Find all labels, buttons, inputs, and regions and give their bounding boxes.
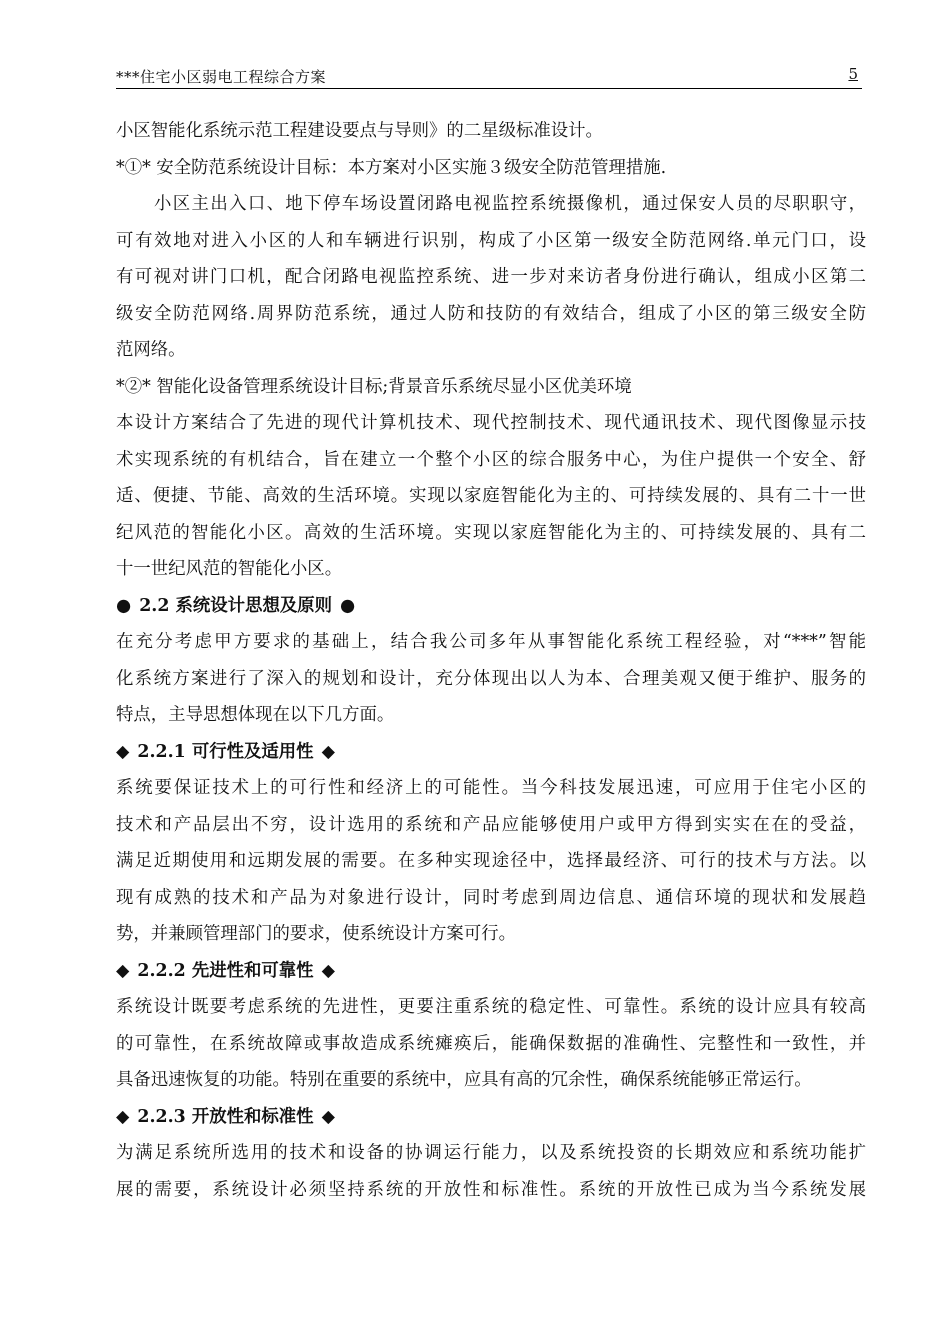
device-management-goal-line: *②* 智能化设备管理系统设计目标;背景音乐系统尽显小区优美环境 xyxy=(116,376,632,397)
paragraph-line: 小区智能化系统示范工程建设要点与导则》的二星级标准设计。 xyxy=(116,121,603,141)
paragraph-line: 系统要保证技术上的可行性和经济上的可能性。当今科技发展迅速，可应用于住宅小区的 xyxy=(116,778,866,798)
bullet-diamond-icon: ◆ xyxy=(321,960,335,981)
bullet-diamond-icon: ◆ xyxy=(321,741,335,762)
bullet-diamond-icon: ◆ xyxy=(116,741,130,762)
section-heading-text: 2.2.1 可行性及适用性 xyxy=(137,741,314,762)
paragraph-line: 级安全防范网络.周界防范系统，通过人防和技防的有效结合，组成了小区的第三级安全防 xyxy=(116,303,866,324)
section-heading-2-2-2 xyxy=(116,953,866,990)
paragraph-line: 展的需要，系统设计必须坚持系统的开放性和标准性。系统的开放性已成为当今系统发展 xyxy=(116,1179,866,1200)
bullet-diamond-icon: ◆ xyxy=(116,960,130,981)
paragraph-line: 有可视对讲门口机，配合闭路电视监控系统、进一步对来访者身份进行确认，组成小区第二 xyxy=(116,267,866,287)
page-number: 5 xyxy=(848,65,858,83)
paragraph-line: 小区主出入口、地下停车场设置闭路电视监控系统摄像机，通过保安人员的尽职职守， xyxy=(154,194,866,214)
paragraph-line: 化系统方案进行了深入的规划和设计，充分体现出以人为本、合理美观又便于维护、服务的 xyxy=(116,668,866,689)
paragraph-line: 势，并兼顾管理部门的要求，使系统设计方案可行。 xyxy=(116,924,516,944)
paragraph-line: 系统设计既要考虑系统的先进性，更要注重系统的稳定性、可靠性。系统的设计应具有较高 xyxy=(116,997,866,1017)
paragraph-line: 在充分考虑甲方要求的基础上，结合我公司多年从事智能化系统工程经验，对“***”智能 xyxy=(116,632,866,652)
paragraph-line: 适、便捷、节能、高效的生活环境。实现以家庭智能化为主的、可持续发展的、具有二十一世 xyxy=(116,486,866,506)
document-title: ***住宅小区弱电工程综合方案 xyxy=(116,68,327,86)
security-goal-line: *①* 安全防范系统设计目标：本方案对小区实施３级安全防范管理措施. xyxy=(116,157,667,178)
paragraph-line: 十一世纪风范的智能化小区。 xyxy=(116,559,343,579)
bullet-diamond-icon: ◆ xyxy=(116,1106,130,1127)
paragraph-line: 技术和产品层出不穷，设计选用的系统和产品应能够使用户或甲方得到实实在在的受益， xyxy=(116,814,866,835)
paragraph-line: 特点，主导思想体现在以下几方面。 xyxy=(116,705,395,725)
section-heading-2-2 xyxy=(116,588,866,625)
bullet-diamond-icon: ◆ xyxy=(321,1106,335,1127)
page-header xyxy=(116,62,862,89)
paragraph-line: 纪风范的智能化小区。高效的生活环境。实现以家庭智能化为主的、可持续发展的、具有二 xyxy=(116,522,866,543)
paragraph-line: 术实现系统的有机结合，旨在建立一个整个小区的综合服务中心，为住户提供一个安全、舒 xyxy=(116,449,866,470)
section-heading-text: 2.2.3 开放性和标准性 xyxy=(137,1106,314,1127)
paragraph-line: 的可靠性，在系统故障或事故造成系统瘫痪后，能确保数据的准确性、完整性和一致性，并 xyxy=(116,1033,866,1054)
paragraph-line: 现有成熟的技术和产品为对象进行设计，同时考虑到周边信息、通信环境的现状和发展趋 xyxy=(116,887,866,908)
bullet-circle-icon: ● xyxy=(116,595,132,616)
paragraph-line: 范网络。 xyxy=(116,340,186,360)
paragraph-line: 满足近期使用和远期发展的需要。在多种实现途径中，选择最经济、可行的技术与方法。以 xyxy=(116,851,866,871)
bullet-circle-icon: ● xyxy=(340,595,356,616)
section-heading-text: 2.2 系统设计思想及原则 xyxy=(139,595,333,616)
section-heading-2-2-3 xyxy=(116,1099,866,1136)
paragraph-line: 为满足系统所选用的技术和设备的协调运行能力，以及系统投资的长期效应和系统功能扩 xyxy=(116,1143,866,1163)
document-body xyxy=(116,113,866,1208)
section-heading-text: 2.2.2 先进性和可靠性 xyxy=(137,960,314,981)
paragraph-line: 可有效地对进入小区的人和车辆进行识别，构成了小区第一级安全防范网络.单元门口，设 xyxy=(116,230,866,251)
paragraph-line: 具备迅速恢复的功能。特别在重要的系统中，应具有高的冗余性，确保系统能够正常运行。 xyxy=(116,1070,812,1090)
paragraph-line: 本设计方案结合了先进的现代计算机技术、现代控制技术、现代通讯技术、现代图像显示技 xyxy=(116,413,866,433)
section-heading-2-2-1 xyxy=(116,734,866,771)
